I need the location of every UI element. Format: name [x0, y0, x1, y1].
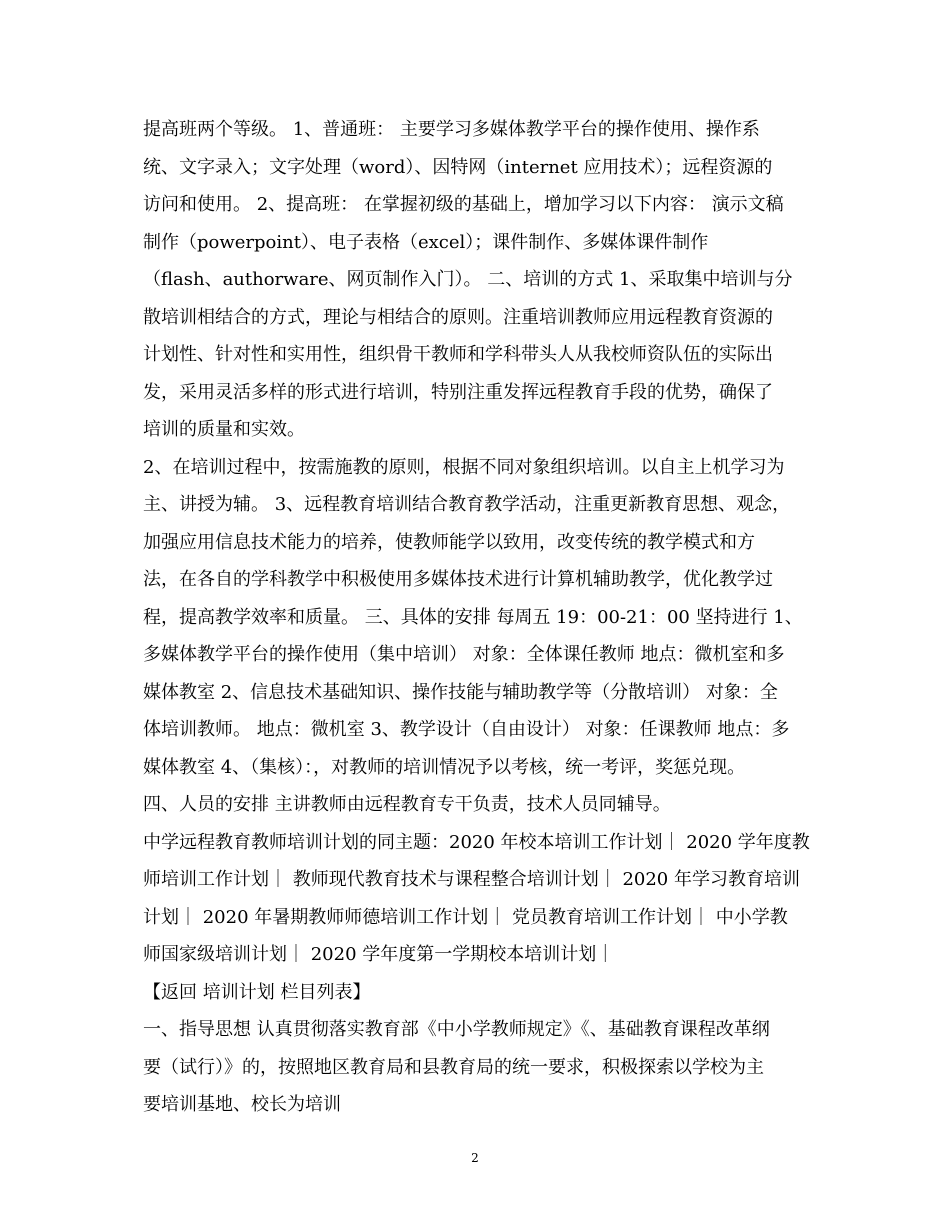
- text-line: （flash、authorware、网页制作入门）。 二、培训的方式 1、采取集中培训与分: [143, 269, 793, 290]
- text-line: 散培训相结合的方式，理论与相结合的原则。注重培训教师应用远程教育资源的: [143, 307, 773, 328]
- text-line: 计划｜ 2020 年暑期教师师德培训工作计划｜ 党员教育培训工作计划｜ 中小学教: [143, 907, 788, 928]
- text-line: 要（试行）》的，按照地区教育局和县教育局的统一要求，积极探索以学校为主: [143, 1057, 764, 1078]
- text-line: 培训的质量和实效。: [143, 419, 305, 440]
- text-line: 程，提高教学效率和质量。 三、具体的安排 每周五 19：00-21：00 坚持进行 1、: [143, 607, 803, 628]
- text-line: 体培训教师。 地点：微机室 3、教学设计（自由设计） 对象：任课教师 地点：多: [143, 719, 790, 740]
- text-line: 师国家级培训计划｜ 2020 学年度第一学期校本培训计划｜: [143, 944, 615, 965]
- text-line: 提高班两个等级。 1、普通班： 主要学习多媒体教学平台的操作使用、操作系: [143, 119, 760, 140]
- text-line: 一、指导思想 认真贯彻落实教育部《中小学教师规定》《、基础教育课程改革纲: [143, 1019, 770, 1040]
- text-line: 多媒体教学平台的操作使用（集中培训） 对象：全体课任教师 地点：微机室和多: [143, 644, 785, 665]
- text-line: 制作（powerpoint）、电子表格（excel）；课件制作、多媒体课件制作: [143, 232, 709, 253]
- text-line: 媒体教室 2、信息技术基础知识、操作技能与辅助教学等（分散培训） 对象：全: [143, 682, 778, 703]
- text-line: 中学远程教育教师培训计划的同主题：2020 年校本培训工作计划｜ 2020 学年度教: [143, 832, 810, 853]
- text-line: 发，采用灵活多样的形式进行培训，特别注重发挥远程教育手段的优势，确保了: [143, 382, 773, 403]
- page-number: 2: [471, 1151, 479, 1165]
- text-line: 计划性、针对性和实用性，组织骨干教师和学科带头人从我校师资队伍的实际出: [143, 344, 773, 365]
- text-line: 访问和使用。 2、提高班： 在掌握初级的基础上，增加学习以下内容： 演示文稿: [143, 194, 784, 215]
- text-line: 统、文字录入；文字处理（word）、因特网（internet 应用技术）；远程资源的: [143, 157, 773, 178]
- text-line: 师培训工作计划｜ 教师现代教育技术与课程整合培训计划｜ 2020 年学习教育培训: [143, 869, 800, 890]
- text-line: 主、讲授为辅。 3、远程教育培训结合教育教学活动，注重更新教育思想、观念，: [143, 494, 791, 515]
- text-line: 【返回 培训计划 栏目列表】: [143, 982, 371, 1003]
- text-line: 媒体教室 4、（集核）：，对教师的培训情况予以考核，统一考评，奖惩兑现。: [143, 757, 746, 778]
- text-line: 加强应用信息技术能力的培养，使教师能学以致用，改变传统的教学模式和方: [143, 532, 755, 553]
- text-line: 要培训基地、校长为培训: [143, 1094, 341, 1115]
- text-line: 四、人员的安排 主讲教师由远程教育专干负责，技术人员同辅导。: [143, 794, 671, 815]
- text-line: 法，在各自的学科教学中积极使用多媒体技术进行计算机辅助教学，优化教学过: [143, 569, 773, 590]
- text-line: 2、在培训过程中，按需施教的原则，根据不同对象组织培训。以自主上机学习为: [143, 457, 785, 478]
